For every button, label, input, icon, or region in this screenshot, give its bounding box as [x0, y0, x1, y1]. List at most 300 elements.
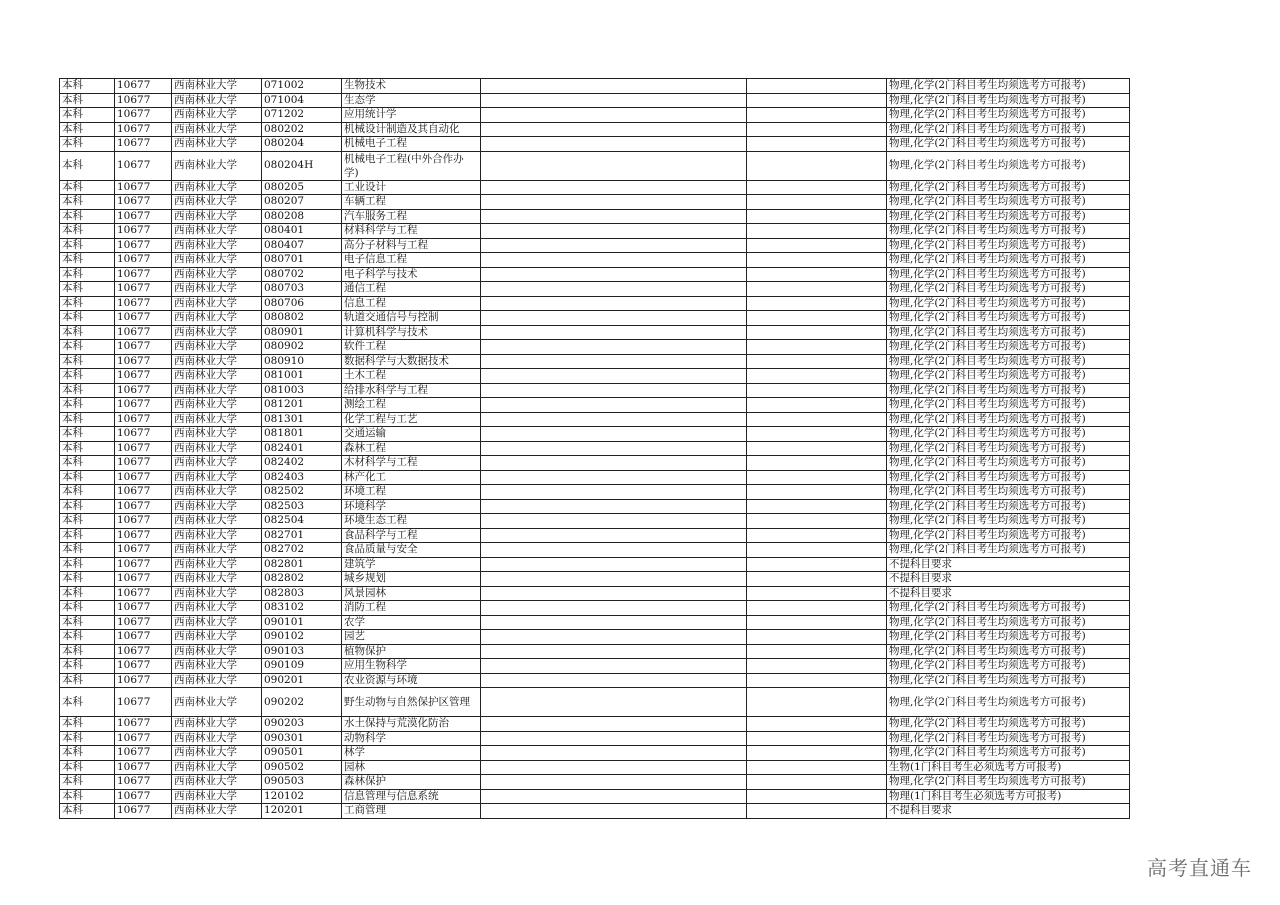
blank-cell: [747, 485, 887, 500]
school-name-cell: 西南林业大学: [172, 427, 262, 442]
school-code-cell: 10677: [115, 137, 172, 152]
table-row: [60, 93, 1130, 108]
blank-cell: [747, 659, 887, 674]
level-cell: 本科: [60, 238, 115, 253]
school-name-cell: 西南林业大学: [172, 543, 262, 558]
school-name-cell: 西南林业大学: [172, 557, 262, 572]
subject-requirement-cell: 物理,化学(2门科目考生均须选考方可报考): [887, 238, 1130, 253]
level-cell: 本科: [60, 673, 115, 688]
major-name-cell: 林产化工: [342, 470, 481, 485]
school-name-cell: 西南林业大学: [172, 615, 262, 630]
school-name-cell: 西南林业大学: [172, 383, 262, 398]
major-name-cell: 轨道交通信号与控制: [342, 311, 481, 326]
school-code-cell: 10677: [115, 470, 172, 485]
major-code-cell: 071004: [262, 93, 342, 108]
school-name-cell: 西南林业大学: [172, 601, 262, 616]
subject-requirement-cell: 物理,化学(2门科目考生均须选考方可报考): [887, 282, 1130, 297]
table-row: [60, 325, 1130, 340]
table-row: [60, 340, 1130, 355]
blank-cell: [481, 441, 747, 456]
school-name-cell: 西南林业大学: [172, 514, 262, 529]
blank-cell: [481, 731, 747, 746]
school-name-cell: 西南林业大学: [172, 412, 262, 427]
major-name-cell: 工商管理: [342, 804, 481, 819]
table-row: [60, 586, 1130, 601]
table-row: [60, 789, 1130, 804]
table-row: [60, 151, 1130, 180]
subject-requirement-cell: 物理,化学(2门科目考生均须选考方可报考): [887, 253, 1130, 268]
subject-requirement-cell: 物理,化学(2门科目考生均须选考方可报考): [887, 296, 1130, 311]
table-row: [60, 746, 1130, 761]
table-row: [60, 717, 1130, 732]
major-code-cell: 071002: [262, 79, 342, 94]
major-name-cell: 给排水科学与工程: [342, 383, 481, 398]
blank-cell: [747, 267, 887, 282]
school-code-cell: 10677: [115, 267, 172, 282]
major-code-cell: 082401: [262, 441, 342, 456]
level-cell: 本科: [60, 688, 115, 717]
school-name-cell: 西南林业大学: [172, 572, 262, 587]
major-name-cell: 环境科学: [342, 499, 481, 514]
school-name-cell: 西南林业大学: [172, 325, 262, 340]
school-name-cell: 西南林业大学: [172, 644, 262, 659]
major-code-cell: 081301: [262, 412, 342, 427]
school-name-cell: 西南林业大学: [172, 93, 262, 108]
major-code-cell: 080208: [262, 209, 342, 224]
school-code-cell: 10677: [115, 122, 172, 137]
major-name-cell: 木材科学与工程: [342, 456, 481, 471]
school-name-cell: 西南林业大学: [172, 673, 262, 688]
major-code-cell: 080407: [262, 238, 342, 253]
blank-cell: [747, 79, 887, 94]
subject-requirement-cell: 物理,化学(2门科目考生均须选考方可报考): [887, 775, 1130, 790]
subject-requirement-cell: 物理,化学(2门科目考生均须选考方可报考): [887, 456, 1130, 471]
subject-requirement-cell: 物理,化学(2门科目考生均须选考方可报考): [887, 369, 1130, 384]
table-row: [60, 615, 1130, 630]
blank-cell: [481, 543, 747, 558]
blank-cell: [747, 180, 887, 195]
school-code-cell: 10677: [115, 441, 172, 456]
blank-cell: [481, 427, 747, 442]
level-cell: 本科: [60, 224, 115, 239]
major-code-cell: 080202: [262, 122, 342, 137]
subject-requirement-cell: 不提科目要求: [887, 572, 1130, 587]
level-cell: 本科: [60, 195, 115, 210]
major-code-cell: 090109: [262, 659, 342, 674]
table-row: [60, 543, 1130, 558]
school-name-cell: 西南林业大学: [172, 731, 262, 746]
school-code-cell: 10677: [115, 688, 172, 717]
table-row: [60, 499, 1130, 514]
school-code-cell: 10677: [115, 296, 172, 311]
subject-requirement-cell: 生物(1门科目考生必须选考方可报考): [887, 760, 1130, 775]
blank-cell: [481, 485, 747, 500]
table-row: [60, 557, 1130, 572]
subject-requirement-cell: 物理,化学(2门科目考生均须选考方可报考): [887, 644, 1130, 659]
major-name-cell: 电子科学与技术: [342, 267, 481, 282]
blank-cell: [481, 412, 747, 427]
major-code-cell: 090503: [262, 775, 342, 790]
subject-requirement-cell: 物理,化学(2门科目考生均须选考方可报考): [887, 528, 1130, 543]
school-code-cell: 10677: [115, 717, 172, 732]
level-cell: 本科: [60, 572, 115, 587]
school-code-cell: 10677: [115, 311, 172, 326]
major-name-cell: 森林保护: [342, 775, 481, 790]
school-name-cell: 西南林业大学: [172, 340, 262, 355]
school-name-cell: 西南林业大学: [172, 485, 262, 500]
subject-requirement-cell: 物理,化学(2门科目考生均须选考方可报考): [887, 717, 1130, 732]
major-code-cell: 080706: [262, 296, 342, 311]
blank-cell: [747, 253, 887, 268]
level-cell: 本科: [60, 354, 115, 369]
major-code-cell: 081801: [262, 427, 342, 442]
school-name-cell: 西南林业大学: [172, 354, 262, 369]
major-name-cell: 车辆工程: [342, 195, 481, 210]
blank-cell: [747, 514, 887, 529]
table-row: [60, 630, 1130, 645]
major-name-cell: 动物科学: [342, 731, 481, 746]
blank-cell: [747, 369, 887, 384]
school-name-cell: 西南林业大学: [172, 586, 262, 601]
school-code-cell: 10677: [115, 383, 172, 398]
blank-cell: [747, 601, 887, 616]
blank-cell: [481, 93, 747, 108]
school-code-cell: 10677: [115, 398, 172, 413]
school-name-cell: 西南林业大学: [172, 238, 262, 253]
major-name-cell: 信息管理与信息系统: [342, 789, 481, 804]
blank-cell: [481, 238, 747, 253]
major-code-cell: 082503: [262, 499, 342, 514]
level-cell: 本科: [60, 601, 115, 616]
blank-cell: [481, 151, 747, 180]
major-code-cell: 081003: [262, 383, 342, 398]
subject-requirement-cell: 物理,化学(2门科目考生均须选考方可报考): [887, 543, 1130, 558]
blank-cell: [747, 209, 887, 224]
school-name-cell: 西南林业大学: [172, 398, 262, 413]
table-row: [60, 470, 1130, 485]
blank-cell: [481, 180, 747, 195]
blank-cell: [481, 760, 747, 775]
school-name-cell: 西南林业大学: [172, 369, 262, 384]
school-name-cell: 西南林业大学: [172, 775, 262, 790]
blank-cell: [747, 238, 887, 253]
major-code-cell: 080401: [262, 224, 342, 239]
table-row: [60, 224, 1130, 239]
major-name-cell: 森林工程: [342, 441, 481, 456]
blank-cell: [747, 137, 887, 152]
blank-cell: [481, 586, 747, 601]
blank-cell: [747, 731, 887, 746]
blank-cell: [481, 340, 747, 355]
blank-cell: [481, 354, 747, 369]
blank-cell: [481, 775, 747, 790]
table-row: [60, 528, 1130, 543]
major-name-cell: 野生动物与自然保护区管理: [342, 688, 481, 717]
major-code-cell: 120201: [262, 804, 342, 819]
blank-cell: [747, 383, 887, 398]
level-cell: 本科: [60, 789, 115, 804]
major-code-cell: 090103: [262, 644, 342, 659]
blank-cell: [747, 543, 887, 558]
school-name-cell: 西南林业大学: [172, 760, 262, 775]
blank-cell: [747, 557, 887, 572]
table-row: [60, 267, 1130, 282]
blank-cell: [747, 470, 887, 485]
table-row: [60, 108, 1130, 123]
level-cell: 本科: [60, 499, 115, 514]
table-body: [60, 79, 1130, 819]
table-row: [60, 731, 1130, 746]
blank-cell: [481, 789, 747, 804]
major-name-cell: 环境生态工程: [342, 514, 481, 529]
table-row: [60, 688, 1130, 717]
subject-requirement-cell: 物理,化学(2门科目考生均须选考方可报考): [887, 427, 1130, 442]
school-code-cell: 10677: [115, 209, 172, 224]
level-cell: 本科: [60, 93, 115, 108]
blank-cell: [747, 441, 887, 456]
level-cell: 本科: [60, 427, 115, 442]
level-cell: 本科: [60, 122, 115, 137]
level-cell: 本科: [60, 731, 115, 746]
subject-requirement-cell: 物理,化学(2门科目考生均须选考方可报考): [887, 180, 1130, 195]
subject-requirement-cell: 物理,化学(2门科目考生均须选考方可报考): [887, 383, 1130, 398]
level-cell: 本科: [60, 760, 115, 775]
major-code-cell: 090203: [262, 717, 342, 732]
school-name-cell: 西南林业大学: [172, 151, 262, 180]
school-code-cell: 10677: [115, 354, 172, 369]
school-name-cell: 西南林业大学: [172, 470, 262, 485]
blank-cell: [747, 586, 887, 601]
subject-requirement-cell: 物理,化学(2门科目考生均须选考方可报考): [887, 499, 1130, 514]
blank-cell: [747, 746, 887, 761]
major-name-cell: 信息工程: [342, 296, 481, 311]
major-name-cell: 电子信息工程: [342, 253, 481, 268]
school-name-cell: 西南林业大学: [172, 311, 262, 326]
school-code-cell: 10677: [115, 93, 172, 108]
major-code-cell: 080207: [262, 195, 342, 210]
school-code-cell: 10677: [115, 369, 172, 384]
level-cell: 本科: [60, 267, 115, 282]
major-code-cell: 080204H: [262, 151, 342, 180]
blank-cell: [747, 282, 887, 297]
subject-requirement-cell: 物理,化学(2门科目考生均须选考方可报考): [887, 108, 1130, 123]
school-code-cell: 10677: [115, 325, 172, 340]
table-row: [60, 760, 1130, 775]
school-name-cell: 西南林业大学: [172, 789, 262, 804]
major-code-cell: 082402: [262, 456, 342, 471]
table-row: [60, 253, 1130, 268]
blank-cell: [747, 528, 887, 543]
table-row: [60, 673, 1130, 688]
school-code-cell: 10677: [115, 630, 172, 645]
blank-cell: [481, 499, 747, 514]
blank-cell: [481, 108, 747, 123]
level-cell: 本科: [60, 514, 115, 529]
level-cell: 本科: [60, 441, 115, 456]
school-code-cell: 10677: [115, 427, 172, 442]
level-cell: 本科: [60, 470, 115, 485]
level-cell: 本科: [60, 311, 115, 326]
subject-requirement-cell: 物理,化学(2门科目考生均须选考方可报考): [887, 398, 1130, 413]
level-cell: 本科: [60, 775, 115, 790]
major-name-cell: 高分子材料与工程: [342, 238, 481, 253]
level-cell: 本科: [60, 717, 115, 732]
major-name-cell: 城乡规划: [342, 572, 481, 587]
blank-cell: [481, 659, 747, 674]
level-cell: 本科: [60, 79, 115, 94]
table-row: [60, 601, 1130, 616]
blank-cell: [747, 354, 887, 369]
blank-cell: [747, 122, 887, 137]
major-name-cell: 机械电子工程(中外合作办学): [342, 151, 481, 180]
blank-cell: [481, 209, 747, 224]
blank-cell: [747, 108, 887, 123]
table-row: [60, 659, 1130, 674]
subject-requirement-cell: 物理,化学(2门科目考生均须选考方可报考): [887, 209, 1130, 224]
blank-cell: [481, 572, 747, 587]
subject-requirement-cell: 物理,化学(2门科目考生均须选考方可报考): [887, 485, 1130, 500]
major-name-cell: 测绘工程: [342, 398, 481, 413]
major-code-cell: 090102: [262, 630, 342, 645]
major-code-cell: 082802: [262, 572, 342, 587]
blank-cell: [481, 514, 747, 529]
school-code-cell: 10677: [115, 282, 172, 297]
major-name-cell: 机械设计制造及其自动化: [342, 122, 481, 137]
school-code-cell: 10677: [115, 557, 172, 572]
subject-requirement-cell: 物理,化学(2门科目考生均须选考方可报考): [887, 137, 1130, 152]
school-name-cell: 西南林业大学: [172, 717, 262, 732]
school-name-cell: 西南林业大学: [172, 108, 262, 123]
school-code-cell: 10677: [115, 412, 172, 427]
table-row: [60, 180, 1130, 195]
school-code-cell: 10677: [115, 528, 172, 543]
level-cell: 本科: [60, 325, 115, 340]
table-row: [60, 311, 1130, 326]
table-row: [60, 456, 1130, 471]
school-name-cell: 西南林业大学: [172, 499, 262, 514]
level-cell: 本科: [60, 253, 115, 268]
subject-requirement-cell: 物理,化学(2门科目考生均须选考方可报考): [887, 325, 1130, 340]
school-code-cell: 10677: [115, 543, 172, 558]
level-cell: 本科: [60, 137, 115, 152]
major-code-cell: 080901: [262, 325, 342, 340]
level-cell: 本科: [60, 412, 115, 427]
school-code-cell: 10677: [115, 673, 172, 688]
blank-cell: [481, 282, 747, 297]
level-cell: 本科: [60, 615, 115, 630]
blank-cell: [481, 224, 747, 239]
major-name-cell: 生态学: [342, 93, 481, 108]
table-row: [60, 383, 1130, 398]
table-row: [60, 804, 1130, 819]
blank-cell: [481, 267, 747, 282]
blank-cell: [747, 775, 887, 790]
blank-cell: [481, 557, 747, 572]
table-row: [60, 238, 1130, 253]
blank-cell: [747, 630, 887, 645]
blank-cell: [481, 644, 747, 659]
school-name-cell: 西南林业大学: [172, 688, 262, 717]
blank-cell: [747, 804, 887, 819]
school-code-cell: 10677: [115, 514, 172, 529]
blank-cell: [747, 325, 887, 340]
blank-cell: [747, 398, 887, 413]
school-code-cell: 10677: [115, 775, 172, 790]
subject-requirement-cell: 物理,化学(2门科目考生均须选考方可报考): [887, 195, 1130, 210]
major-code-cell: 080204: [262, 137, 342, 152]
blank-cell: [747, 789, 887, 804]
blank-cell: [747, 499, 887, 514]
school-code-cell: 10677: [115, 79, 172, 94]
blank-cell: [747, 456, 887, 471]
watermark-text: 高考直通车: [1147, 856, 1252, 880]
school-name-cell: 西南林业大学: [172, 441, 262, 456]
blank-cell: [481, 325, 747, 340]
blank-cell: [747, 427, 887, 442]
school-name-cell: 西南林业大学: [172, 804, 262, 819]
major-name-cell: 通信工程: [342, 282, 481, 297]
school-name-cell: 西南林业大学: [172, 296, 262, 311]
blank-cell: [747, 151, 887, 180]
table-row: [60, 514, 1130, 529]
major-name-cell: 建筑学: [342, 557, 481, 572]
major-code-cell: 080205: [262, 180, 342, 195]
major-code-cell: 082702: [262, 543, 342, 558]
table-row: [60, 79, 1130, 94]
subject-requirement-cell: 物理,化学(2门科目考生均须选考方可报考): [887, 267, 1130, 282]
blank-cell: [481, 398, 747, 413]
blank-cell: [747, 296, 887, 311]
major-code-cell: 080910: [262, 354, 342, 369]
blank-cell: [747, 760, 887, 775]
major-code-cell: 120102: [262, 789, 342, 804]
major-name-cell: 机械电子工程: [342, 137, 481, 152]
level-cell: 本科: [60, 456, 115, 471]
blank-cell: [481, 688, 747, 717]
subject-requirement-cell: 物理,化学(2门科目考生均须选考方可报考): [887, 514, 1130, 529]
major-name-cell: 生物技术: [342, 79, 481, 94]
level-cell: 本科: [60, 398, 115, 413]
table-row: [60, 296, 1130, 311]
level-cell: 本科: [60, 296, 115, 311]
blank-cell: [481, 673, 747, 688]
major-name-cell: 材料科学与工程: [342, 224, 481, 239]
school-name-cell: 西南林业大学: [172, 122, 262, 137]
school-code-cell: 10677: [115, 615, 172, 630]
school-name-cell: 西南林业大学: [172, 195, 262, 210]
subject-requirement-cell: 物理(1门科目考生必须选考方可报考): [887, 789, 1130, 804]
blank-cell: [481, 630, 747, 645]
blank-cell: [747, 340, 887, 355]
blank-cell: [481, 296, 747, 311]
major-code-cell: 080902: [262, 340, 342, 355]
blank-cell: [747, 224, 887, 239]
blank-cell: [481, 383, 747, 398]
level-cell: 本科: [60, 180, 115, 195]
blank-cell: [481, 528, 747, 543]
major-name-cell: 土木工程: [342, 369, 481, 384]
table-row: [60, 775, 1130, 790]
table-row: [60, 412, 1130, 427]
blank-cell: [747, 572, 887, 587]
level-cell: 本科: [60, 659, 115, 674]
major-name-cell: 食品科学与工程: [342, 528, 481, 543]
subject-requirement-cell: 不提科目要求: [887, 557, 1130, 572]
school-name-cell: 西南林业大学: [172, 180, 262, 195]
level-cell: 本科: [60, 340, 115, 355]
blank-cell: [747, 311, 887, 326]
major-name-cell: 植物保护: [342, 644, 481, 659]
